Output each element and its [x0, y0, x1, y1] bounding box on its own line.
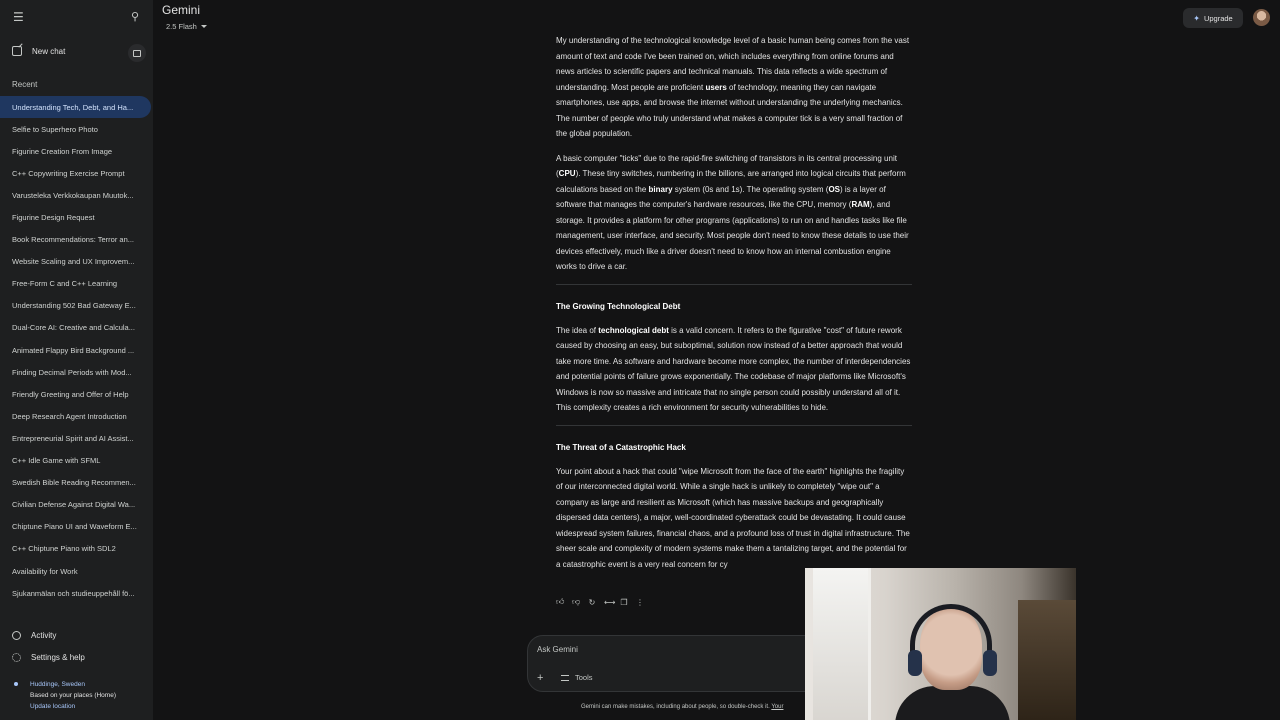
response-paragraph: [556, 33, 912, 142]
headset-earcup: [908, 650, 922, 676]
sparkle-icon: ✦: [1193, 13, 1200, 23]
recent-chat-item[interactable]: Book Recommendations: Terror an...: [12, 235, 135, 245]
add-attachment-icon[interactable]: +: [537, 672, 544, 684]
recent-chat-list: [0, 96, 153, 604]
location-city: Huddinge, Sweden: [30, 681, 85, 688]
recent-label: Recent: [12, 80, 38, 89]
recent-chat-item[interactable]: Civilian Defense Against Digital Wa...: [12, 500, 136, 510]
text-run: is a valid concern. It refers to the figurative "cost" of future rework caused by choosing an easy, but suboptimal, solution now instead of a better approach that would take more time. As software and hardware become more complex, the number of interdependencies and potential points of failure grows exponentially. The codebase of major platforms like Microsoft's Windows is now so massive and intricate that no single person could possibly understand all of it. This complexity creates a rich environment for security vulnerabilities to hide.: [556, 325, 911, 412]
text-run: My understanding of the technological knowledge level of a basic human being comes from the vast amount of text and code I've been trained on, which includes everything from online forums and news articles to scientific papers and technical manuals. This data reflects a wide spectrum of understanding. Most people are proficient: [556, 36, 910, 92]
sidebar: [0, 0, 153, 720]
recent-chat-item[interactable]: Friendly Greeting and Offer of Help: [12, 389, 129, 399]
bold-term: users: [705, 82, 727, 92]
prompt-box: [527, 635, 817, 692]
text-run: ), and storage. It provides a platform for other programs (applications) to run on and handles tasks like file management, user interface, and security. Most people don't need to know these details to use their devices effectively, much like a driver doesn't need to know how an internal combustion engine works to drive a car.: [556, 200, 909, 271]
headset-earcup: [983, 650, 997, 676]
share-icon[interactable]: ⟷: [604, 597, 616, 607]
recent-chat-item[interactable]: Understanding 502 Bad Gateway E...: [12, 301, 136, 311]
app-title: Gemini: [162, 3, 201, 17]
response-paragraph: [556, 323, 912, 416]
recent-chat-item[interactable]: Figurine Design Request: [12, 213, 95, 223]
activity-button[interactable]: [12, 631, 56, 640]
recent-chat-item[interactable]: Dual-Core AI: Creative and Calcula...: [12, 323, 135, 333]
recent-chat-item[interactable]: Sjukanmälan och studieuppehåll fö...: [12, 588, 135, 598]
location-info: [14, 679, 116, 712]
search-icon[interactable]: ⚲: [131, 11, 140, 23]
model-selector[interactable]: [166, 22, 207, 31]
section-heading: The Growing Technological Debt: [556, 301, 681, 311]
avatar[interactable]: [1253, 9, 1270, 26]
location-dot-icon: [14, 682, 18, 686]
bold-term: binary: [648, 184, 673, 194]
temporary-chat-icon: [133, 50, 141, 57]
section-heading: The Threat of a Catastrophic Hack: [556, 442, 686, 452]
text-run: ). These tiny switches, numbering in the billions, are arranged into logical circuits that perform calculations based on the: [556, 169, 906, 194]
temporary-chat-button[interactable]: [128, 44, 146, 62]
disclaimer-text: Gemini can make mistakes, including about people, so double-check it.: [581, 704, 770, 710]
history-icon: [12, 631, 21, 640]
response-content: [556, 33, 912, 581]
new-chat-label: New chat: [32, 46, 66, 56]
bold-term: OS: [828, 184, 841, 194]
headset: [910, 604, 992, 674]
new-chat-button[interactable]: [12, 46, 65, 56]
bold-term: technological debt: [598, 325, 669, 335]
recent-chat-item[interactable]: Availability for Work: [12, 566, 78, 576]
menu-icon[interactable]: ☰: [13, 10, 24, 24]
recent-chat-item[interactable]: Website Scaling and UX Improvem...: [12, 257, 135, 267]
text-run: system (0s and 1s). The operating system (: [672, 184, 829, 194]
text-run: ) is a layer of software that manages the computer's hardware resources, like the CPU, memory (: [556, 184, 886, 209]
recent-chat-item[interactable]: C++ Idle Game with SFML: [12, 456, 101, 466]
settings-help-label: Settings & help: [31, 653, 85, 662]
recent-chat-item[interactable]: Free-Form C and C++ Learning: [12, 279, 118, 289]
recent-chat-item[interactable]: Entrepreneurial Spirit and AI Assist...: [12, 433, 134, 443]
more-options-icon[interactable]: ⋮: [636, 597, 644, 607]
privacy-link[interactable]: Your: [771, 704, 784, 710]
tools-icon: [561, 675, 569, 681]
upgrade-label: Upgrade: [1203, 13, 1233, 23]
recent-chat-item[interactable]: Swedish Bible Reading Recommen...: [12, 478, 136, 488]
tools-label: Tools: [575, 673, 593, 682]
upgrade-button[interactable]: [1183, 8, 1243, 28]
section-divider: [556, 425, 912, 426]
regenerate-icon[interactable]: ↻: [588, 597, 596, 607]
bold-term: RAM: [851, 200, 870, 209]
recent-chat-item[interactable]: Selfie to Superhero Photo: [12, 124, 98, 134]
webcam-person-body: [895, 686, 1010, 720]
footer-disclaimer: [581, 704, 783, 710]
webcam-background-shelf: [1018, 600, 1076, 720]
recent-chat-item[interactable]: Deep Research Agent Introduction: [12, 411, 127, 421]
recent-chat-item[interactable]: Chiptune Piano UI and Waveform E...: [12, 522, 137, 532]
webcam-background-window: [813, 568, 871, 720]
tools-button[interactable]: [561, 673, 593, 682]
model-label: 2.5 Flash: [166, 22, 197, 31]
response-paragraph: Your point about a hack that could "wipe Microsoft from the face of the earth" highlights the fragility of our interconnected digital world. While a single hack is unlikely to completely "wipe out" a company as large and resilient as Microsoft (which has massive backups and geographically dispersed data centers), a major, well-coordinated cyberattack could be devastating. It could cause widespread system failures, financial chaos, and a profound loss of trust in digital infrastructure. The sheer scale and complexity of modern systems make them a tantalizing target, and the potential for a catastrophic event is a very real concern for cy: [556, 466, 910, 569]
webcam-overlay: [805, 568, 1076, 720]
prompt-input[interactable]: Ask Gemini: [537, 645, 578, 654]
response-paragraph: [556, 151, 912, 275]
text-run: of technology, meaning they can navigate smartphones, use apps, and browse the internet without understanding the underlying mechanics. The number of people who truly understand what makes a computer tick is a very small fraction of the global population.: [556, 82, 903, 138]
activity-label: Activity: [31, 631, 57, 640]
chevron-down-icon: [201, 25, 207, 28]
section-divider: [556, 284, 912, 285]
recent-chat-item[interactable]: Understanding Tech, Debt, and Ha...: [0, 96, 151, 118]
bold-term: CPU: [558, 169, 576, 178]
recent-chat-item[interactable]: C++ Chiptune Piano with SDL2: [12, 544, 116, 554]
recent-chat-item[interactable]: Finding Decimal Periods with Mod...: [12, 367, 132, 377]
recent-chat-item[interactable]: Figurine Creation From Image: [12, 146, 113, 156]
recent-chat-item[interactable]: Animated Flappy Bird Background ...: [12, 345, 135, 355]
update-location-link[interactable]: Update location: [30, 703, 76, 710]
thumbs-up-icon[interactable]: 👍︎: [556, 597, 565, 606]
gear-icon: [12, 653, 21, 662]
settings-help-button[interactable]: [12, 653, 85, 662]
response-actions: [556, 597, 644, 607]
copy-icon[interactable]: ❐: [620, 597, 628, 607]
edit-icon: [12, 46, 22, 56]
location-source: Based on your places (Home): [30, 692, 116, 699]
recent-chat-item[interactable]: C++ Copywriting Exercise Prompt: [12, 168, 125, 178]
text-run: A basic computer "ticks" due to the rapid-fire switching of transistors in its central processing unit (: [556, 153, 897, 178]
thumbs-down-icon[interactable]: 👎︎: [572, 597, 581, 606]
text-run: The idea of: [556, 325, 599, 335]
recent-chat-item[interactable]: Varusteleka Verkkokaupan Muutok...: [12, 190, 134, 200]
